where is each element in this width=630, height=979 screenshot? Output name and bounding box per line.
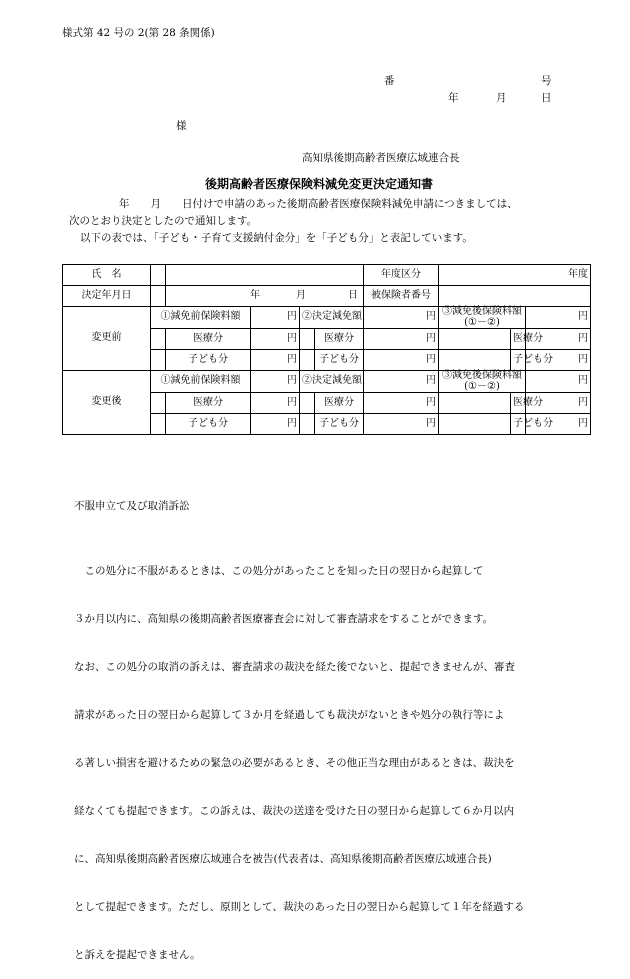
document-title: 後期高齢者医療保険料減免変更決定通知書 [205,177,434,191]
after-reduction-yen: 円 [364,371,439,393]
before-premium-medical-yen: 円 [251,329,300,350]
after-after-premium-child-label: 子ども分 [511,414,526,435]
name-spacer [151,265,166,286]
before-row-1 [63,307,591,329]
before-premium-child-label: 子ども分 [166,350,251,371]
appeal-line: として提起できます。ただし、原則として、裁決のあった日の翌日から起算して１年を経過する [74,901,525,913]
decision-table [62,264,591,435]
before-reduction-medical-label: 医療分 [315,329,364,350]
decision-year-label: 年 [250,290,260,301]
before-reduction-yen: 円 [364,307,439,329]
date-day-label: 日 [541,92,552,104]
insured-number-value [439,286,591,307]
decision-date-value [166,286,364,307]
appeal-heading: 不服申立て及び取消訴訟 [74,500,190,512]
before-premium-medical-label: 医療分 [166,329,251,350]
before-after-premium-yen: 円 [526,307,591,329]
appeal-line: る著しい損害を避けるための緊急の必要があるとき、その他正当な理由があるときは、裁決を [74,757,515,769]
before-reduction-indent-2 [300,350,315,371]
decision-date-row [63,286,591,307]
after-after-premium-indent [439,393,511,414]
before-reduction-label: ②決定減免額 [300,307,364,329]
before-premium-label: ①減免前保険料額 [151,307,251,329]
document-number-label: 番 [384,75,395,87]
fiscal-year-unit: 年度 [439,265,591,286]
after-after-premium-medical-yen: 円 [526,393,591,414]
before-premium-child-yen: 円 [251,350,300,371]
fiscal-year-label: 年度区分 [364,265,439,286]
appeal-line: 経なくても提起できます。この訴えは、裁決の送達を受けた日の翌日から起算して６か月以内 [74,805,515,817]
name-label: 氏 名 [63,265,151,286]
date-year-label: 年 [448,92,459,104]
intro-line-1: 年 月 日付けで申請のあった後期高齢者医療保険料減免申請につきましては、 [119,198,518,210]
decision-day-label: 日 [348,290,358,301]
after-after-premium-yen: 円 [526,371,591,393]
after-label: 変更後 [63,371,151,435]
decision-date-label: 決定年月日 [63,286,151,307]
form-number: 様式第 42 号の 2(第 28 条関係) [62,27,215,39]
after-premium-yen: 円 [251,371,300,393]
appeal-body [74,531,524,979]
before-after-premium-indent [439,329,511,350]
after-reduction-child-yen: 円 [364,414,439,435]
after-premium-child-yen: 円 [251,414,300,435]
after-premium-medical-yen: 円 [251,393,300,414]
before-after-premium-child-yen: 円 [526,350,591,371]
name-value [166,265,364,286]
after-premium-label: ①減免前保険料額 [151,371,251,393]
appeal-line: この処分に不服があるときは、この処分があったことを知った日の翌日から起算して [74,565,484,577]
after-reduction-medical-yen: 円 [364,393,439,414]
before-reduction-medical-yen: 円 [364,329,439,350]
after-premium-indent-2 [151,414,166,435]
name-row [63,265,591,286]
after-reduction-medical-label: 医療分 [315,393,364,414]
addressee-suffix: 様 [176,120,187,132]
before-premium-indent-2 [151,350,166,371]
after-premium-indent [151,393,166,414]
after-premium-child-label: 子ども分 [166,414,251,435]
after-after-premium-medical-label: 医療分 [511,393,526,414]
intro-line-2: 次のとおり決定としたので通知します。 [69,215,258,227]
before-reduction-indent [300,329,315,350]
after-reduction-indent-2 [300,414,315,435]
date-month-label: 月 [496,92,507,104]
issuer-name: 高知県後期高齢者医療広域連合長 [302,152,460,164]
before-after-premium-medical-yen: 円 [526,329,591,350]
before-reduction-child-yen: 円 [364,350,439,371]
after-after-premium-child-yen: 円 [526,414,591,435]
before-after-premium-medical-label: 医療分 [511,329,526,350]
appeal-line: 請求があった日の翌日から起算して３か月を経過しても裁決がないときや処分の執行等によ [74,709,505,721]
appeal-line: ３か月以内に、高知県の後期高齢者医療審査会に対して審査請求をすることができます。 [74,613,494,625]
appeal-line: と訴えを提起できません。 [74,949,201,961]
after-row-1 [63,371,591,393]
insured-number-label: 被保険者番号 [364,286,439,307]
before-after-premium-indent-2 [439,350,511,371]
after-reduction-indent [300,393,315,414]
after-reduction-label: ②決定減免額 [300,371,364,393]
after-reduction-child-label: 子ども分 [315,414,364,435]
before-premium-yen: 円 [251,307,300,329]
before-after-premium-child-label: 子ども分 [511,350,526,371]
appeal-line: なお、この処分の取消の訴えは、審査請求の裁決を経た後でないと、提起できませんが、審査 [74,661,515,673]
decision-month-label: 月 [296,290,306,301]
intro-line-3: 以下の表では、「子ども・子育て支援納付金分」を「子ども分」と表記しています。 [80,232,473,244]
before-reduction-child-label: 子ども分 [315,350,364,371]
appeal-line: に、高知県後期高齢者医療広域連合を被告(代表者は、高知県後期高齢者医療広域連合長) [74,853,492,865]
before-premium-indent [151,329,166,350]
before-label: 変更前 [63,307,151,371]
document-number-suffix: 号 [541,75,552,87]
after-premium-medical-label: 医療分 [166,393,251,414]
after-after-premium-indent-2 [439,414,511,435]
decision-date-spacer [151,286,166,307]
before-after-premium-label: ③減免後保険料額 (①－②) [439,307,526,329]
after-after-premium-label: ③減免後保険料額 (①－②) [439,371,526,393]
